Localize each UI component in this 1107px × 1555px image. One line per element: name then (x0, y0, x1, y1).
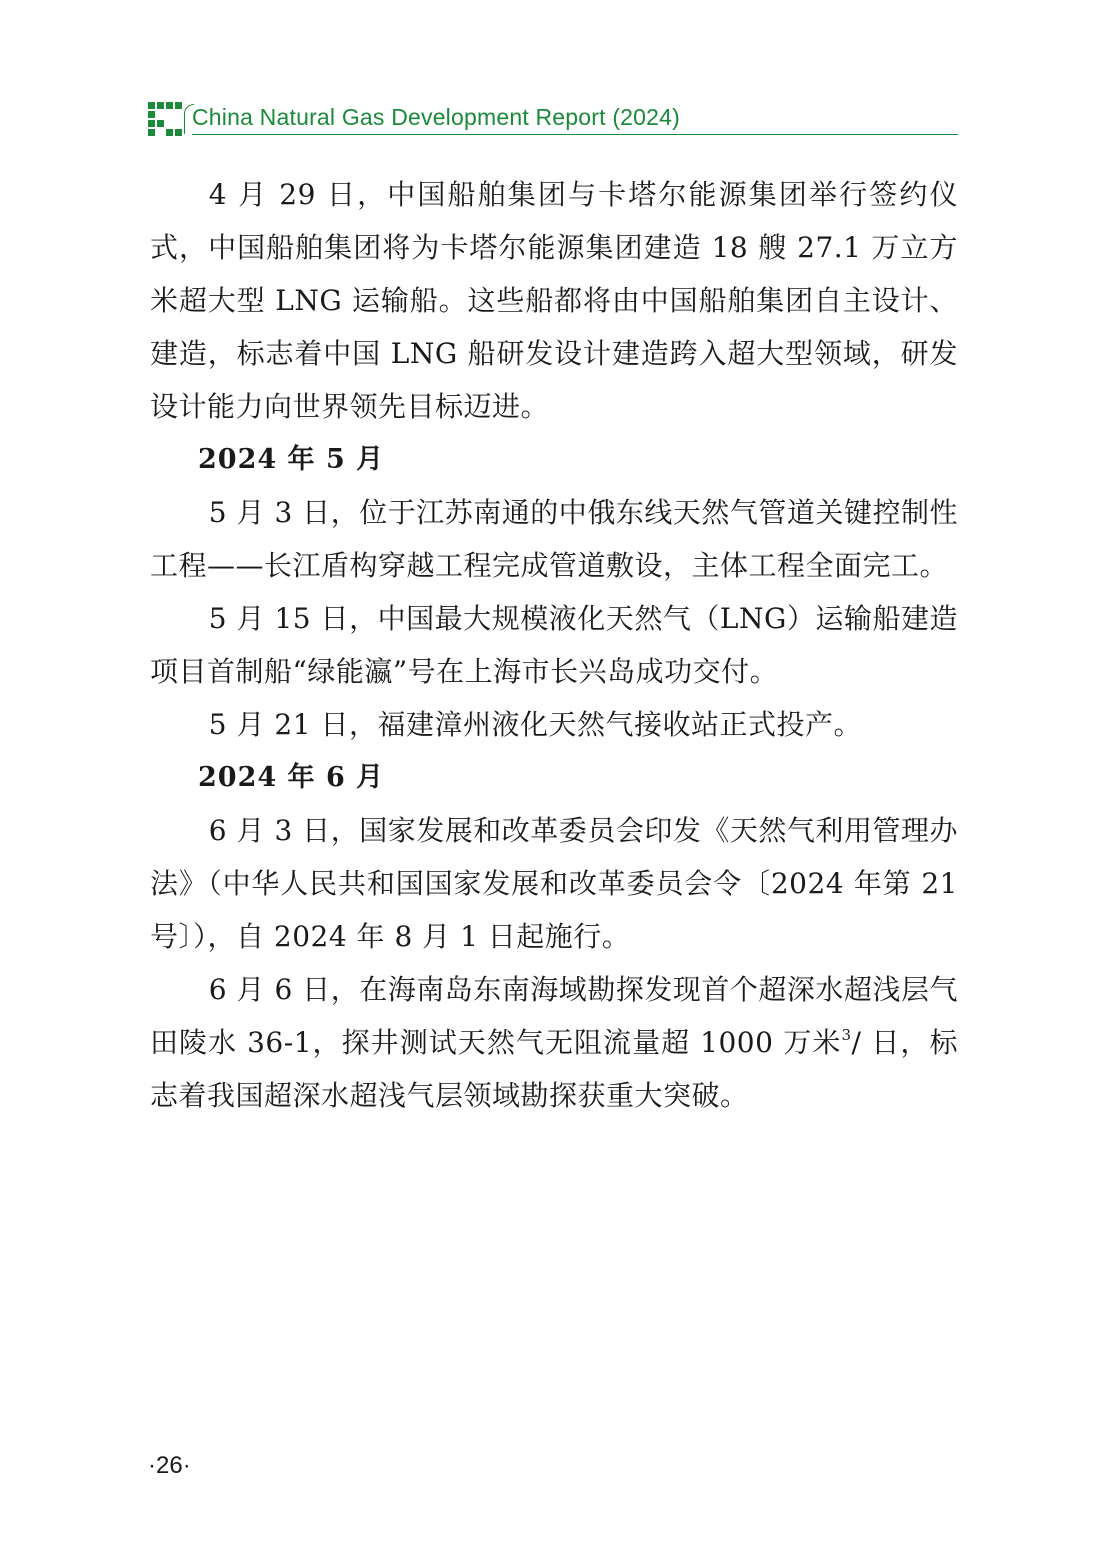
paragraph-june-3: 6 月 3 日，国家发展和改革委员会印发《天然气利用管理办法》（中华人民共和国国家发展和改革委员会令〔2024 年第 21 号〕），自 2024 年 8 月 1 日起施行。 (150, 814, 958, 953)
cubic-superscript: 3 (841, 1026, 852, 1044)
paragraph-june-6-part-a: 6 月 6 日，在海南岛东南海域勘探发现首个超深水超浅层气田陵水 36-1，探井测试天然气无阻流量超 1000 万米 (150, 973, 958, 1059)
main-content (150, 168, 958, 1122)
heading-may-2024: 2024 年 5 月 (198, 444, 385, 475)
paragraph-april-29: 4 月 29 日，中国船舶集团与卡塔尔能源集团举行签约仪式，中国船舶集团将为卡塔尔能源集团建造 18 艘 27.1 万立方米超大型 LNG 运输船。这些船都将由中国船舶集团自主设计、建造，标志着中国 LNG 船研发设计建造跨入超大型领域，研发设计能力向世界领先目标迈进。 (150, 178, 958, 423)
paragraph-june-6-part-b: / 日，标志着我国超深水超浅气层领域勘探获重大突破。 (150, 1026, 958, 1112)
page-number: ·26· (148, 1452, 191, 1479)
heading-june-2024: 2024 年 6 月 (198, 762, 385, 793)
page-header (148, 100, 958, 138)
header-rule (192, 134, 958, 135)
paragraph-may-15: 5 月 15 日，中国最大规模液化天然气（LNG）运输船建造项目首制船“绿能瀛”号在上海市长兴岛成功交付。 (150, 602, 958, 688)
paragraph-june-6 (150, 963, 958, 1122)
paragraph-may-3: 5 月 3 日，位于江苏南通的中俄东线天然气管道关键控制性工程——长江盾构穿越工程完成管道敷设，主体工程全面完工。 (150, 496, 958, 582)
header-title: China Natural Gas Development Report (2024) (192, 104, 681, 130)
pixel-square-logo-icon (148, 102, 182, 136)
paragraph-may-21: 5 月 21 日，福建漳州液化天然气接收站正式投产。 (208, 708, 862, 741)
